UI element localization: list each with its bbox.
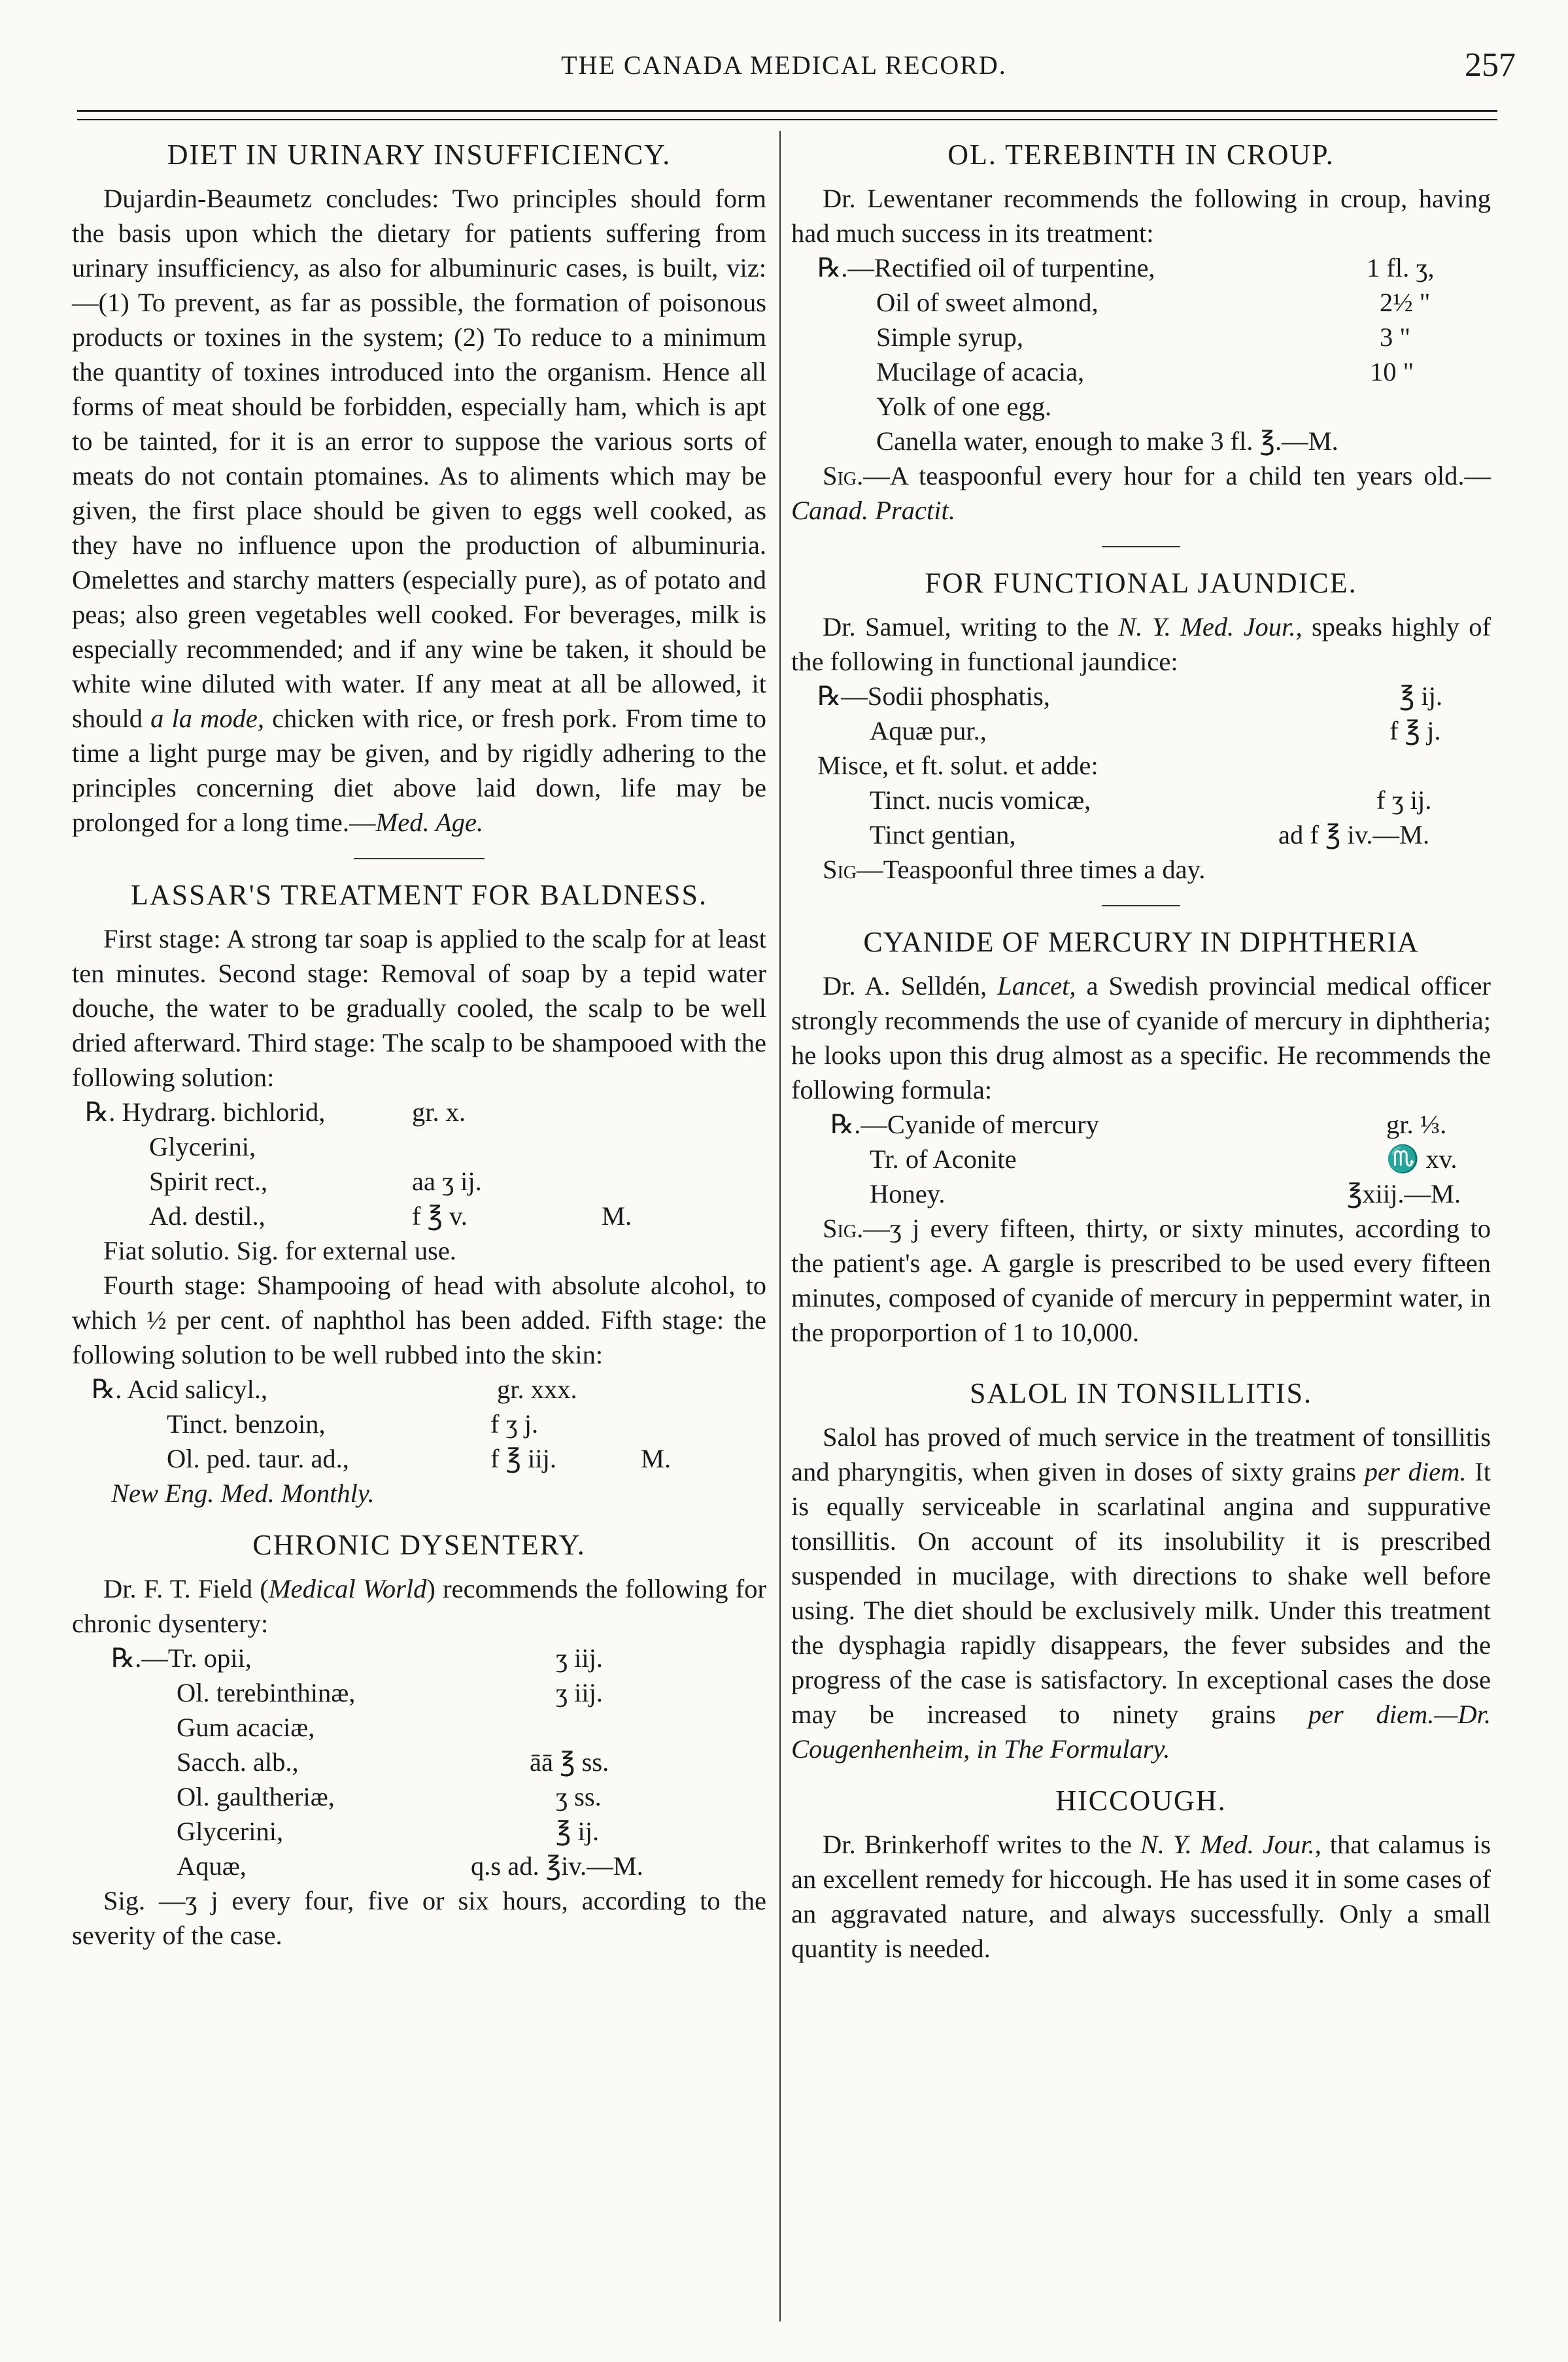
prescription-line: Sacch. alb., āā ℥ ss. <box>177 1747 609 1777</box>
article-heading: HICCOUGH. <box>1055 1785 1227 1817</box>
article-salol <box>791 1376 1491 1766</box>
article-source: Med. Age. <box>375 808 484 837</box>
column-divider <box>779 131 781 2321</box>
prescription-line: Aquæ, q.s ad. ℥iv.—M. <box>177 1851 643 1881</box>
prescription-line: Misce, et ft. solut. et adde: <box>817 751 1099 780</box>
prescription-line: Ol. ped. taur. ad., f ℥ iij. M. <box>167 1444 672 1473</box>
article-diet <box>72 137 766 840</box>
prescription-line: Tinct. benzoin, f ʒ j. <box>167 1409 539 1439</box>
article-body: Fourth stage: Shampooing of head with absolute alcohol, to which ½ per cent. of naphthol has been added. Fifth stage: the following solution to be well rubbed into the skin: <box>72 1271 766 1369</box>
prescription-line: Honey. ℥xiij.—M. <box>870 1179 1461 1208</box>
prescription-line: ℞—Sodii phosphatis, ℥ ij. <box>817 681 1443 711</box>
prescription-line: Tr. of Aconite ♏ xv. <box>870 1144 1457 1174</box>
article-heading: OL. TEREBINTH IN CROUP. <box>947 139 1335 171</box>
running-header <box>0 46 1568 95</box>
article-body: Dr. Samuel, writing to the N. Y. Med. Jour., speaks highly of the following in functional jaundice: <box>791 612 1491 676</box>
prescription-line: Gum acaciæ, <box>177 1713 315 1742</box>
section-rule <box>1102 905 1180 906</box>
prescription <box>791 250 1491 458</box>
prescription-line: Aquæ pur., f ℥ j. <box>870 716 1441 745</box>
prescription <box>791 679 1491 852</box>
header-rule-thin <box>77 119 1497 120</box>
article-source: New Eng. Med. Monthly. <box>111 1479 375 1508</box>
article-body: Dr. A. Selldén, Lancet, a Swedish provincial medical officer strongly recommends the use of cyanide of mercury in diphtheria; he looks upon this drug almost as a specific. He recommends the following formula: <box>791 971 1491 1104</box>
prescription-note: Fiat solutio. Sig. for external use. <box>103 1236 456 1265</box>
prescription-sig: Sig.—ʒ j every fifteen, thirty, or sixty minutes, according to the patient's age. A gargle is prescribed to be used every fifteen minutes, composed of cyanide of mercury in peppermint water, in the proporportion of 1 to 10,000. <box>791 1214 1491 1347</box>
article-body: Dr. Lewentaner recommends the following in croup, having had much success in its treatment: <box>791 184 1491 248</box>
prescription-line: Ol. terebinthinæ, ʒ iij. <box>177 1678 603 1707</box>
article-body: First stage: A strong tar soap is applied to the scalp for at least ten minutes. Second stage: Removal of soap by a tepid water douche, the water to be gradually cooled, the scalp to be well dried afterward. Third stage: The scalp to be shampooed with the following solution: <box>72 924 766 1092</box>
article-heading: SALOL IN TONSILLITIS. <box>970 1377 1312 1409</box>
section-rule <box>354 858 485 859</box>
prescription <box>791 1107 1491 1211</box>
article-cyanide <box>791 925 1491 1350</box>
prescription <box>72 1095 766 1233</box>
page-number: 257 <box>1465 46 1516 84</box>
prescription <box>72 1641 766 1883</box>
prescription-sig: Sig. —ʒ j every four, five or six hours, according to the severity of the case. <box>72 1886 766 1950</box>
prescription-line: Ad. destil., f ℥ v. M. <box>149 1201 632 1231</box>
prescription-line: Simple syrup, 3 " <box>876 322 1410 352</box>
article-heading: FOR FUNCTIONAL JAUNDICE. <box>925 567 1357 599</box>
prescription-line: ℞.—Tr. opii, ʒ iij. <box>111 1643 603 1673</box>
article-dysentery <box>72 1528 766 1953</box>
left-column <box>72 137 766 1953</box>
section-rule <box>1102 546 1180 547</box>
prescription-line: Yolk of one egg. <box>876 392 1052 421</box>
prescription-line: ℞. Hydrarg. bichlorid, gr. x. <box>85 1097 466 1127</box>
prescription-line: Oil of sweet almond, 2½ " <box>876 288 1431 317</box>
prescription-sig: Sig.—A teaspoonful every hour for a child ten years old.—Canad. Practit. <box>791 461 1491 525</box>
prescription-line: ℞. Acid salicyl., gr. xxx. <box>92 1375 577 1404</box>
right-column <box>791 137 1491 1966</box>
prescription-line: Glycerini, <box>149 1132 256 1161</box>
article-hiccough <box>791 1783 1491 1966</box>
article-heading: CYANIDE OF MERCURY IN DIPHTHERIA <box>863 926 1419 958</box>
prescription-line: ℞.—Rectified oil of turpentine, 1 fl. ʒ, <box>817 253 1435 282</box>
journal-title: THE CANADA MEDICAL RECORD. <box>561 50 1007 80</box>
prescription-line: Tinct gentian, ad f ℥ iv.—M. <box>870 820 1430 849</box>
article-heading: CHRONIC DYSENTERY. <box>252 1529 586 1561</box>
article-heading: DIET IN URINARY INSUFFICIENCY. <box>167 139 672 171</box>
article-lassar <box>72 878 766 1511</box>
prescription-line: Spirit rect., aa ʒ ij. <box>149 1167 482 1196</box>
article-heading: LASSAR'S TREATMENT FOR BALDNESS. <box>130 879 708 911</box>
article-body: Salol has proved of much service in the treatment of tonsillitis and pharyngitis, when given in doses of sixty grains per diem. It is equally serviceable in scarlatinal angina and suppurative tonsillitis. On account of its insolubility it is prescribed suspended in mucilage, with directions to shake well before using. The diet should be exclusively milk. Under this treatment the dysphagia rapidly disappears, the fever subsides and the progress of the case is satisfactory. In exceptional cases the dose may be increased to ninety grains per diem.—Dr. Cougenhenheim, in The Formulary. <box>791 1422 1491 1764</box>
article-body: Dr. F. T. Field (Medical World) recommends the following for chronic dysentery: <box>72 1574 766 1638</box>
prescription-line: Canella water, enough to make 3 fl. ℥.—M. <box>876 426 1338 456</box>
prescription-line: Tinct. nucis vomicæ, f ʒ ij. <box>870 785 1432 815</box>
article-body: Dr. Brinkerhoff writes to the N. Y. Med. Jour., that calamus is an excellent remedy for hiccough. He has used it in some cases of an aggravated nature, and always successfully. Only a small quantity is needed. <box>791 1830 1491 1963</box>
article-jaundice <box>791 566 1491 887</box>
prescription-sig: Sig—Teaspoonful three times a day. <box>823 855 1206 884</box>
prescription-line: Glycerini, ℥ ij. <box>177 1817 600 1846</box>
article-body: Dujardin-Beaumetz concludes: Two principles should form the basis upon which the dietary for patients suffering from urinary insufficiency, as also for albuminuric cases, is built, viz:—(1) To prevent, as far as possible, the formation of poisonous products or toxines in the system; (2) To reduce to a minimum the quantity of toxines introduced into the organism. Hence all forms of meat should be forbidden, especially ham, which is apt to be tainted, for it is an error to suppose the various sorts of meats do not contain ptomaines. As to aliments which may be given, the first place should be given to eggs well cooked, as they have no influence upon the production of albuminuria. Omelettes and starchy matters (especially pure), as of potato and peas; also green vegetables well cooked. For beverages, milk is especially recommended; and if any wine be taken, it should be white wine diluted with water. If any meat at all be allowed, it should a la mode, chicken with rice, or fresh pork. From time to time a light purge may be given, and by rigidly adhering to the principles concerning diet above laid down, life may be prolonged for a long time.—Med. Age. <box>72 184 766 837</box>
prescription-line: Mucilage of acacia, 10 " <box>876 357 1414 386</box>
article-croup <box>791 137 1491 528</box>
prescription <box>72 1372 766 1476</box>
header-rule <box>77 110 1497 112</box>
prescription-line: Ol. gaultheriæ, ʒ ss. <box>177 1782 602 1811</box>
prescription-line: ℞.—Cyanide of mercury gr. ⅓. <box>830 1110 1447 1139</box>
